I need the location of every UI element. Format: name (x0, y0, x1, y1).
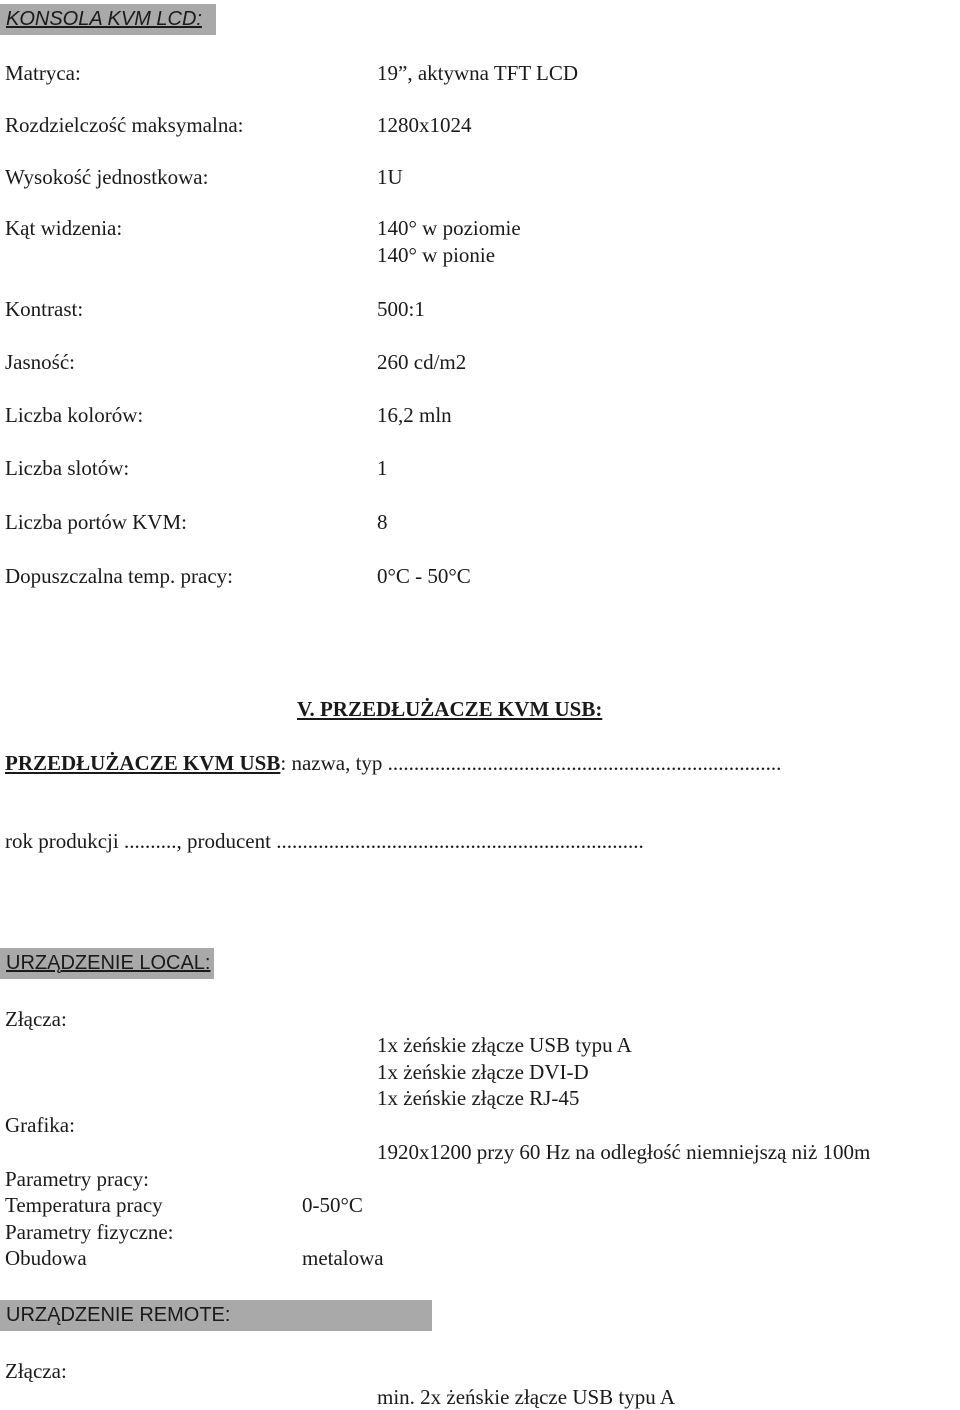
spec-label-kvm-ports: Liczba portów KVM: (5, 510, 187, 534)
spec-value-matryca: 19”, aktywna TFT LCD (377, 61, 579, 85)
spec-value-brightness: 260 cd/m2 (377, 350, 467, 374)
spec-label-slots: Liczba slotów: (5, 456, 130, 480)
local-temp-value: 0-50°C (302, 1193, 363, 1217)
spec-label-resolution: Rozdzielczość maksymalna: (5, 113, 244, 137)
local-connectors-label: Złącza: (5, 1007, 67, 1031)
spec-value-viewing-angle-h: 140° w poziomie (377, 216, 521, 240)
spec-value-contrast: 500:1 (377, 297, 425, 321)
spec-label-matryca: Matryca: (5, 61, 81, 85)
local-housing-label: Obudowa (5, 1246, 87, 1270)
spec-value-height: 1U (377, 165, 403, 189)
kvm-lcd-header: KONSOLA KVM LCD: (6, 8, 202, 30)
local-housing-value: metalowa (302, 1246, 384, 1270)
spec-label-brightness: Jasność: (5, 350, 75, 374)
remote-header: URZĄDZENIE REMOTE: (6, 1304, 231, 1326)
local-graphics-label: Grafika: (5, 1113, 75, 1137)
spec-value-colors: 16,2 mln (377, 403, 452, 427)
spec-value-viewing-angle-v: 140° w pionie (377, 243, 496, 267)
local-header: URZĄDZENIE LOCAL: (6, 952, 211, 974)
local-connector-usb: 1x żeńskie złącze USB typu A (377, 1033, 632, 1057)
spec-label-contrast: Kontrast: (5, 297, 84, 321)
local-graphics-value: 1920x1200 przy 60 Hz na odległość niemniejszą niż 100m (377, 1140, 871, 1164)
local-connector-rj45: 1x żeńskie złącze RJ-45 (377, 1086, 580, 1110)
local-temp-label: Temperatura pracy (5, 1193, 163, 1217)
spec-label-viewing-angle: Kąt widzenia: (5, 216, 123, 240)
remote-connectors-label: Złącza: (5, 1359, 67, 1383)
local-connector-dvi: 1x żeńskie złącze DVI-D (377, 1060, 589, 1084)
spec-label-colors: Liczba kolorów: (5, 403, 144, 427)
spec-label-height: Wysokość jednostkowa: (5, 165, 209, 189)
local-work-params-label: Parametry pracy: (5, 1167, 150, 1191)
remote-connector-usb: min. 2x żeńskie złącze USB typu A (377, 1385, 676, 1409)
spec-label-temp: Dopuszczalna temp. pracy: (5, 564, 233, 588)
spec-value-temp: 0°C - 50°C (377, 564, 471, 588)
spec-value-slots: 1 (377, 456, 388, 480)
section-v-title: V. PRZEDŁUŻACZE KVM USB: (297, 697, 603, 721)
local-physical-label: Parametry fizyczne: (5, 1220, 174, 1244)
spec-value-resolution: 1280x1024 (377, 113, 472, 137)
spec-value-kvm-ports: 8 (377, 510, 388, 534)
section-v-line2: rok produkcji .........., producent ...................................................................... (5, 829, 644, 853)
section-v-line1 (5, 751, 781, 776)
section-v-line1-rest: : nazwa, typ ........................................................................... (280, 751, 782, 775)
section-v-line1-label: PRZEDŁUŻACZE KVM USB (5, 751, 281, 775)
